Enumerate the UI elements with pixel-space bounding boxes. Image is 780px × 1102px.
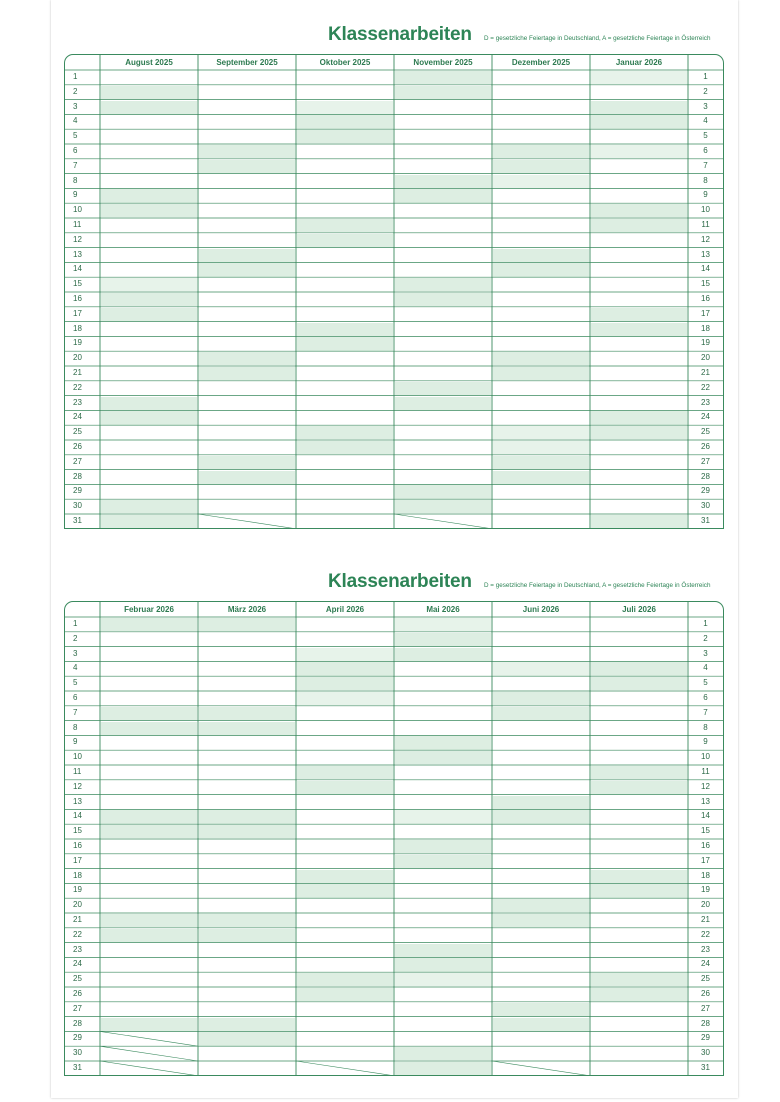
unused-day-strike [492,1061,590,1075]
weekend-cell [493,1018,589,1031]
month-header: März 2026 [227,605,267,614]
weekend-cell [395,736,491,749]
unused-day-strike [100,1046,198,1061]
weekend-cell [395,944,491,957]
weekend-cell [493,796,589,809]
weekend-cell [395,278,491,291]
day-number-left: 1 [73,72,78,81]
day-number-left: 3 [73,648,78,658]
weekend-cell [199,707,295,720]
day-number-left: 19 [73,885,82,895]
day-number-left: 31 [73,1063,82,1072]
day-number-left: 16 [73,841,82,850]
weekend-cell [395,751,491,764]
day-number-right: 29 [701,1033,710,1043]
day-number-right: 15 [701,826,710,836]
weekend-cell [297,323,393,336]
day-number-left: 24 [73,412,82,422]
weekend-cell [395,86,491,99]
holiday-legend: D = gesetzliche Feiertage in Deutschland, A = gesetzliche Feiertage in Österreich [484,582,711,589]
day-number-left: 4 [73,116,78,126]
day-number-right: 15 [701,279,710,289]
weekend-cell [297,441,393,454]
weekend-cell [101,411,197,424]
weekend-cell [199,352,295,365]
day-number-right: 20 [701,353,710,363]
weekend-cell [297,766,393,779]
day-number-left: 7 [73,707,78,717]
day-number-left: 9 [73,190,78,200]
weekend-cell [297,988,393,1001]
weekend-cell [199,722,295,735]
weekend-cell [395,810,491,823]
weekend-cell [395,293,491,306]
day-number-right: 4 [703,116,708,126]
day-number-right: 1 [703,72,708,81]
day-number-right: 28 [701,1018,710,1028]
day-number-right: 28 [701,471,710,481]
weekend-cell [101,929,197,942]
day-number-right: 18 [701,323,710,333]
day-number-left: 20 [73,353,82,363]
weekend-cell [395,485,491,498]
weekend-cell [297,426,393,439]
month-header: September 2025 [216,58,278,67]
month-header: Januar 2026 [615,58,663,67]
weekend-cell [493,692,589,705]
day-number-left: 12 [73,234,82,244]
weekend-cell [395,855,491,868]
weekend-cell [591,323,687,336]
day-number-right: 2 [703,86,708,96]
weekend-cell [101,914,197,927]
day-number-right: 6 [703,146,708,155]
day-number-right: 27 [701,1003,710,1013]
unused-day-strike [296,1061,394,1075]
weekend-cell [395,958,491,971]
weekend-cell [395,633,491,646]
weekend-cell [297,884,393,897]
day-number-left: 29 [73,486,82,496]
weekend-cell [101,278,197,291]
weekend-cell [493,1003,589,1016]
day-number-left: 3 [73,101,78,111]
weekend-cell [395,71,491,84]
month-header: Juni 2026 [522,605,560,614]
weekend-cell [591,677,687,690]
day-number-right: 16 [701,294,710,303]
day-number-right: 1 [703,619,708,628]
day-number-left: 21 [73,368,82,377]
month-header: Oktober 2025 [319,58,371,67]
day-number-right: 30 [701,1048,710,1058]
weekend-cell [199,1018,295,1031]
day-number-right: 2 [703,633,708,643]
weekend-cell [591,101,687,114]
day-number-left: 14 [73,811,82,821]
weekend-cell [101,308,197,321]
day-number-right: 9 [703,737,708,747]
month-header: Februar 2026 [124,605,174,614]
month-grid [64,54,724,529]
weekend-cell [493,145,589,158]
day-number-right: 8 [703,175,708,185]
day-number-left: 19 [73,338,82,348]
day-number-right: 17 [701,855,710,865]
weekend-cell [395,397,491,410]
day-number-right: 19 [701,338,710,348]
day-number-left: 12 [73,781,82,791]
day-number-left: 26 [73,442,82,451]
unused-day-strike [100,1061,198,1075]
day-number-right: 22 [701,929,710,939]
day-number-right: 21 [701,368,710,377]
weekend-cell [493,707,589,720]
weekend-cell [101,204,197,217]
weekend-cell [591,115,687,128]
day-number-right: 12 [701,781,710,791]
day-number-left: 11 [73,220,82,229]
weekend-cell [297,115,393,128]
unused-day-strike [198,514,296,528]
day-number-left: 28 [73,1018,82,1028]
day-number-left: 30 [73,501,82,511]
day-number-right: 12 [701,234,710,244]
day-number-right: 25 [701,974,710,984]
weekend-cell [493,899,589,912]
weekend-cell [297,130,393,143]
day-number-right: 22 [701,382,710,392]
weekend-cell [591,71,687,84]
weekend-cell [395,189,491,202]
unused-day-strike [100,1031,198,1046]
day-number-left: 13 [73,796,82,806]
weekend-cell [591,870,687,883]
day-number-left: 27 [73,1003,82,1013]
holiday-legend: D = gesetzliche Feiertage in Deutschland, A = gesetzliche Feiertage in Österreich [484,35,711,42]
day-number-right: 20 [701,900,710,910]
day-number-right: 14 [701,264,710,274]
day-number-left: 25 [73,974,82,984]
day-number-left: 27 [73,456,82,466]
day-number-left: 21 [73,915,82,924]
weekend-cell [395,382,491,395]
weekend-cell [199,471,295,484]
month-header: November 2025 [413,58,473,67]
day-number-right: 23 [701,944,710,954]
title-row [51,568,738,598]
day-number-right: 4 [703,663,708,673]
weekend-cell [101,86,197,99]
weekend-cell [297,219,393,232]
page-title: Klassenarbeiten [328,24,472,45]
day-number-left: 6 [73,693,78,702]
day-number-right: 24 [701,959,710,969]
weekend-cell [493,263,589,276]
day-number-right: 16 [701,841,710,850]
day-number-right: 5 [703,678,708,688]
day-number-left: 5 [73,678,78,688]
weekend-cell [493,456,589,469]
day-number-left: 24 [73,959,82,969]
weekend-cell [199,249,295,262]
day-number-left: 23 [73,397,82,407]
weekend-cell [101,707,197,720]
day-number-right: 30 [701,501,710,511]
day-number-right: 18 [701,870,710,880]
weekend-cell [199,825,295,838]
weekend-cell [591,662,687,675]
unused-day-strike [394,514,492,528]
day-number-right: 8 [703,722,708,732]
weekend-cell [199,618,295,631]
weekend-cell [199,1032,295,1045]
day-number-right: 5 [703,131,708,141]
day-number-right: 31 [701,516,710,525]
day-number-left: 2 [73,86,78,96]
day-number-left: 14 [73,264,82,274]
day-number-right: 17 [701,308,710,318]
calendar-section-1 [51,21,738,541]
month-header: Dezember 2025 [511,58,571,67]
day-number-right: 25 [701,427,710,437]
weekend-cell [199,145,295,158]
weekend-cell [591,204,687,217]
day-number-left: 6 [73,146,78,155]
weekend-cell [395,1062,491,1075]
day-number-right: 14 [701,811,710,821]
weekend-cell [297,973,393,986]
weekend-cell [591,766,687,779]
day-number-right: 6 [703,693,708,702]
weekend-cell [493,175,589,188]
weekend-cell [395,175,491,188]
weekend-cell [101,500,197,513]
day-number-left: 26 [73,989,82,998]
weekend-cell [297,101,393,114]
day-number-left: 4 [73,663,78,673]
day-number-right: 29 [701,486,710,496]
month-header: August 2025 [125,58,173,67]
weekend-cell [297,648,393,661]
weekend-cell [297,234,393,247]
month-header: Mai 2026 [426,605,460,614]
weekend-cell [591,219,687,232]
weekend-cell [101,618,197,631]
day-number-right: 26 [701,442,710,451]
weekend-cell [297,781,393,794]
weekend-cell [199,810,295,823]
weekend-cell [101,1018,197,1031]
day-number-right: 27 [701,456,710,466]
day-number-left: 22 [73,382,82,392]
title-row [51,21,738,51]
weekend-cell [493,471,589,484]
day-number-right: 3 [703,648,708,658]
day-number-left: 17 [73,308,82,318]
day-number-left: 31 [73,516,82,525]
day-number-left: 7 [73,160,78,170]
weekend-cell [591,411,687,424]
day-number-right: 7 [703,160,708,170]
weekend-cell [395,1047,491,1060]
weekend-cell [199,456,295,469]
day-number-left: 18 [73,323,82,333]
weekend-cell [493,810,589,823]
weekend-cell [591,781,687,794]
weekend-cell [591,973,687,986]
weekend-cell [297,870,393,883]
weekend-cell [101,515,197,528]
day-number-left: 8 [73,175,78,185]
weekend-cell [493,426,589,439]
day-number-left: 9 [73,737,78,747]
weekend-cell [297,662,393,675]
day-number-left: 25 [73,427,82,437]
weekend-cell [493,441,589,454]
weekend-cell [199,367,295,380]
weekend-cell [199,914,295,927]
day-number-right: 13 [701,249,710,259]
weekend-cell [101,825,197,838]
day-number-left: 18 [73,870,82,880]
weekend-cell [395,618,491,631]
day-number-right: 21 [701,915,710,924]
day-number-right: 3 [703,101,708,111]
weekend-cell [101,397,197,410]
day-number-right: 9 [703,190,708,200]
day-number-right: 13 [701,796,710,806]
weekend-cell [493,662,589,675]
day-number-right: 19 [701,885,710,895]
day-number-left: 16 [73,294,82,303]
day-number-left: 30 [73,1048,82,1058]
day-number-left: 22 [73,929,82,939]
day-number-right: 10 [701,205,710,215]
weekend-cell [591,145,687,158]
day-number-left: 1 [73,619,78,628]
weekend-cell [395,973,491,986]
weekend-cell [101,189,197,202]
day-number-left: 15 [73,826,82,836]
weekend-cell [101,722,197,735]
weekend-cell [493,352,589,365]
weekend-cell [395,648,491,661]
day-number-left: 15 [73,279,82,289]
weekend-cell [591,988,687,1001]
weekend-cell [493,160,589,173]
day-number-left: 2 [73,633,78,643]
weekend-cell [591,426,687,439]
weekend-cell [493,914,589,927]
weekend-cell [101,293,197,306]
month-header: April 2026 [325,605,365,614]
day-number-left: 5 [73,131,78,141]
day-number-left: 20 [73,900,82,910]
weekend-cell [591,515,687,528]
weekend-cell [297,337,393,350]
weekend-cell [101,810,197,823]
page-title: Klassenarbeiten [328,571,472,592]
day-number-right: 23 [701,397,710,407]
weekend-cell [101,101,197,114]
day-number-left: 10 [73,205,82,215]
day-number-left: 8 [73,722,78,732]
day-number-right: 7 [703,707,708,717]
day-number-left: 17 [73,855,82,865]
weekend-cell [297,692,393,705]
weekend-cell [395,840,491,853]
weekend-cell [493,367,589,380]
calendar-section-2 [51,568,738,1088]
weekend-cell [297,677,393,690]
day-number-left: 23 [73,944,82,954]
day-number-left: 11 [73,767,82,776]
weekend-cell [199,929,295,942]
day-number-right: 11 [701,220,710,229]
day-number-right: 24 [701,412,710,422]
weekend-cell [591,308,687,321]
weekend-cell [199,263,295,276]
day-number-left: 28 [73,471,82,481]
weekend-cell [493,249,589,262]
day-number-left: 29 [73,1033,82,1043]
month-header: Juli 2026 [622,605,656,614]
day-number-left: 10 [73,752,82,762]
calendar-page [51,0,738,1098]
day-number-left: 13 [73,249,82,259]
day-number-right: 10 [701,752,710,762]
day-number-right: 26 [701,989,710,998]
month-grid [64,601,724,1076]
day-number-right: 31 [701,1063,710,1072]
weekend-cell [199,160,295,173]
day-number-right: 11 [701,767,710,776]
weekend-cell [395,500,491,513]
weekend-cell [591,884,687,897]
